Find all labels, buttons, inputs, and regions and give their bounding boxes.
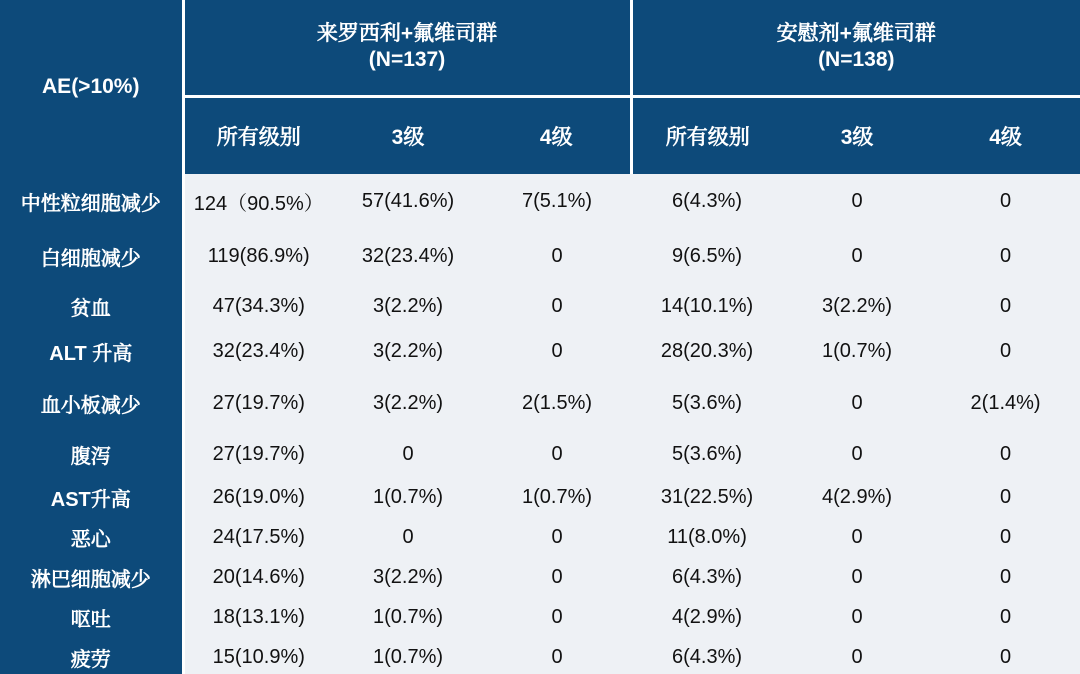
cell-value: 0 (483, 329, 631, 374)
row-label: AST升高 (0, 477, 183, 517)
table-row (0, 517, 1080, 557)
cell-value: 0 (931, 174, 1080, 229)
cell-value: 0 (333, 432, 483, 477)
cell-value: 0 (783, 374, 931, 432)
subheader-grade3-placebo: 3级 (783, 96, 931, 174)
cell-value: 2(1.4%) (931, 374, 1080, 432)
cell-value: 24(17.5%) (183, 517, 333, 557)
group-title-line2: (N=138) (818, 48, 895, 72)
table-row (0, 329, 1080, 374)
cell-value: 26(19.0%) (183, 477, 333, 517)
row-label: 疲劳 (0, 637, 183, 674)
cell-value: 27(19.7%) (183, 374, 333, 432)
cell-value: 4(2.9%) (631, 597, 783, 637)
cell-value: 18(13.1%) (183, 597, 333, 637)
cell-value: 6(4.3%) (631, 174, 783, 229)
cell-value: 3(2.2%) (333, 284, 483, 329)
table-row (0, 597, 1080, 637)
cell-value: 0 (931, 329, 1080, 374)
row-label: 呕吐 (0, 597, 183, 637)
cell-value: 0 (483, 284, 631, 329)
header-group-row (0, 0, 1080, 96)
cell-value: 9(6.5%) (631, 229, 783, 284)
cell-value: 0 (931, 432, 1080, 477)
cell-value: 0 (931, 597, 1080, 637)
group-title-line1: 来罗西利+氟维司群 (316, 22, 498, 45)
cell-value: 0 (783, 432, 931, 477)
cell-value: 0 (783, 229, 931, 284)
cell-value: 6(4.3%) (631, 557, 783, 597)
cell-value: 0 (783, 174, 931, 229)
cell-value: 1(0.7%) (783, 329, 931, 374)
cell-value: 0 (483, 597, 631, 637)
cell-value: 0 (931, 557, 1080, 597)
table-header (0, 0, 1080, 174)
cell-value: 0 (483, 517, 631, 557)
cell-value: 0 (783, 637, 931, 674)
table-row (0, 477, 1080, 517)
cell-value: 0 (931, 517, 1080, 557)
cell-value: 0 (931, 477, 1080, 517)
table-row (0, 284, 1080, 329)
cell-value: 3(2.2%) (333, 329, 483, 374)
cell-value: 28(20.3%) (631, 329, 783, 374)
table-row (0, 174, 1080, 229)
group-header-placebo (631, 0, 1080, 96)
cell-value: 6(4.3%) (631, 637, 783, 674)
row-label: 淋巴细胞减少 (0, 557, 183, 597)
group-header-treatment (183, 0, 631, 96)
cell-value: 0 (783, 597, 931, 637)
row-label: 腹泻 (0, 432, 183, 477)
group-title-line2: (N=137) (368, 48, 446, 72)
cell-value: 11(8.0%) (631, 517, 783, 557)
cell-value: 5(3.6%) (631, 432, 783, 477)
row-label: 白细胞减少 (0, 229, 183, 284)
header-corner-label (0, 0, 183, 174)
subheader-grade4-placebo: 4级 (931, 96, 1080, 174)
cell-value: 2(1.5%) (483, 374, 631, 432)
cell-value: 0 (783, 517, 931, 557)
cell-value: 0 (333, 517, 483, 557)
cell-value: 3(2.2%) (783, 284, 931, 329)
cell-value: 0 (931, 229, 1080, 284)
corner-label-text: AE(>10%) (42, 75, 140, 98)
table-row (0, 229, 1080, 284)
cell-value: 7(5.1%) (483, 174, 631, 229)
subheader-grade3-treatment: 3级 (333, 96, 483, 174)
cell-value: 20(14.6%) (183, 557, 333, 597)
cell-value: 1(0.7%) (333, 637, 483, 674)
table-row (0, 557, 1080, 597)
row-label: 中性粒细胞减少 (0, 174, 183, 229)
cell-value: 3(2.2%) (333, 374, 483, 432)
cell-value: 4(2.9%) (783, 477, 931, 517)
cell-value: 119(86.9%) (183, 229, 333, 284)
subheader-all-grades-treatment: 所有级别 (183, 96, 333, 174)
cell-value: 0 (483, 637, 631, 674)
cell-value: 0 (483, 229, 631, 284)
cell-value: 57(41.6%) (333, 174, 483, 229)
cell-value: 0 (783, 557, 931, 597)
row-label: 贫血 (0, 284, 183, 329)
cell-value: 0 (931, 637, 1080, 674)
row-label: 恶心 (0, 517, 183, 557)
cell-value: 14(10.1%) (631, 284, 783, 329)
table-row (0, 432, 1080, 477)
cell-value: 47(34.3%) (183, 284, 333, 329)
table-body (0, 174, 1080, 674)
row-label: ALT 升高 (0, 329, 183, 374)
cell-value: 27(19.7%) (183, 432, 333, 477)
cell-value: 1(0.7%) (333, 477, 483, 517)
cell-value: 124（90.5%） (183, 174, 333, 229)
subheader-all-grades-placebo: 所有级别 (631, 96, 783, 174)
row-label: 血小板减少 (0, 374, 183, 432)
cell-value: 1(0.7%) (333, 597, 483, 637)
cell-value: 32(23.4%) (333, 229, 483, 284)
group-title-line1: 安慰剂+氟维司群 (776, 22, 936, 45)
table-row (0, 637, 1080, 674)
cell-value: 3(2.2%) (333, 557, 483, 597)
cell-value: 0 (931, 284, 1080, 329)
cell-value: 0 (483, 432, 631, 477)
cell-value: 31(22.5%) (631, 477, 783, 517)
subheader-grade4-treatment: 4级 (483, 96, 631, 174)
cell-value: 5(3.6%) (631, 374, 783, 432)
cell-value: 15(10.9%) (183, 637, 333, 674)
cell-value: 1(0.7%) (483, 477, 631, 517)
table-row (0, 374, 1080, 432)
cell-value: 0 (483, 557, 631, 597)
cell-value: 32(23.4%) (183, 329, 333, 374)
